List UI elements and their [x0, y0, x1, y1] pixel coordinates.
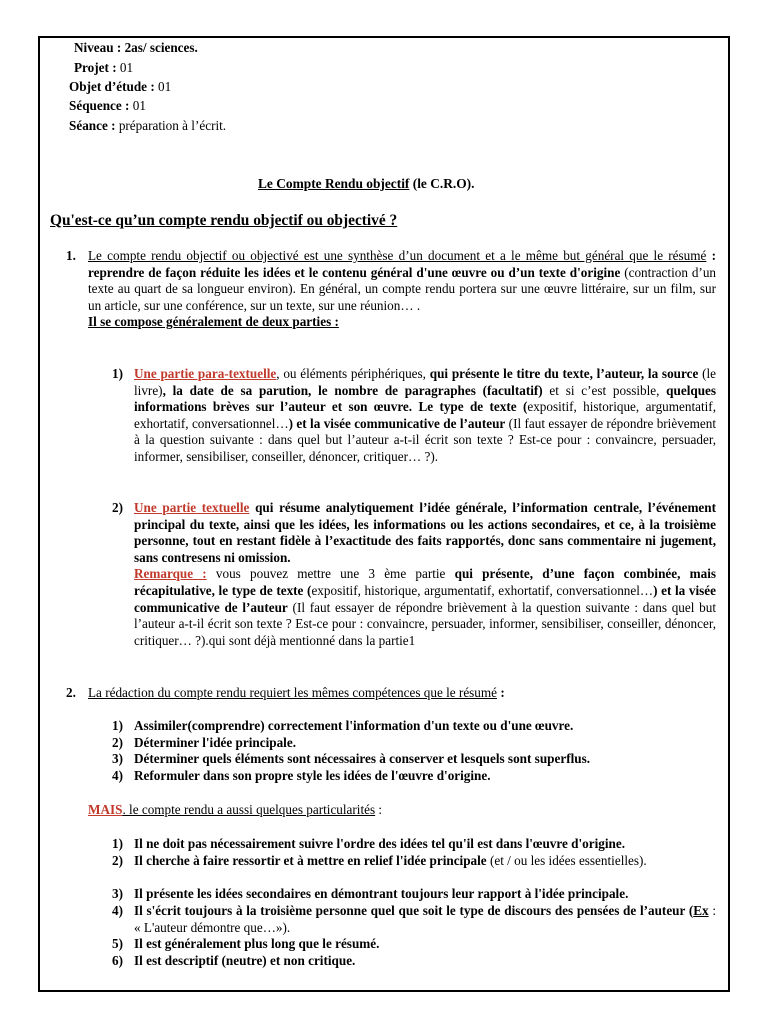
list-3-item-2: Il cherche à faire ressortir et à mettre en relief l'idée principale (et / ou les idées essentielles). — [134, 853, 647, 868]
list-2-item-4-number: 4) — [112, 768, 123, 783]
seance-line: Séance : préparation à l’écrit. — [69, 118, 227, 133]
list-2-item-2-number: 2) — [112, 735, 123, 750]
list-2-item-3: Déterminer quels éléments sont nécessaires à conserver et lesquels sont superflus. — [134, 751, 591, 766]
list-3-item-6-number: 6) — [112, 953, 123, 968]
list-3-item-4: Il s'écrit toujours à la troisième personne quel que soit le type de discours des pensées de l’auteur (Ex : « L'auteur démontre que…»). — [134, 903, 717, 935]
list-3-item-2-number: 2) — [112, 853, 123, 868]
section-2-number: 2. — [66, 685, 76, 700]
list-3-item-3-number: 3) — [112, 886, 123, 901]
sequence-line: Séquence : 01 — [69, 98, 146, 113]
list-3-item-5: Il est généralement plus long que le résumé. — [134, 936, 380, 951]
list-3-item-1: Il ne doit pas nécessairement suivre l'ordre des idées tel qu'il est dans l'œuvre d'origine. — [134, 836, 625, 851]
list-2-item-1: Assimiler(comprendre) correctement l'information d'un texte ou d'une œuvre. — [134, 718, 574, 733]
part-2-text: Une partie textuelle qui résume analytiquement l’idée générale, l’information centrale, l’événement principal du texte, ainsi que les idées, les informations ou les actions secondaires, et ce, à la troisième personne, tout en restant fidèle à l’exactitude des faits rapportés, donc sans commentaire ni jugement, sans contresens ni omission. Remarque : vous pouvez mettre une 3 ème partie qui présente, d’une façon combinée, mais récapitulative, le type de texte (expositif, historique, argumentatif, exhortatif, conversationnel…) et la visée communicative de l’auteur (Il faut essayer de répondre brièvement à la question suivante : dans quel but l’auteur a-t-il écrit son texte ? Est-ce pour : convaincre, persuader, informer, sensibiliser, conseiller, dénoncer, critiquer… ?).qui sont déjà mentionné dans la partie1 — [134, 500, 717, 648]
projet-line: Projet : 01 — [74, 60, 134, 75]
part-1-title: Une partie para-textuelle — [134, 366, 277, 381]
list-3-item-6: Il est descriptif (neutre) et non critique. — [134, 953, 356, 968]
section-1-intro: Le compte rendu objectif ou objectivé est une synthèse d’un document et a le même but général que le résumé : reprendre de façon réduite les idées et le contenu général d'une œuvre ou d’un texte d'origine (contraction d’un texte au quart de sa longueur environ). En général, un compte rendu portera sur une œuvre littéraire, sur un film, sur un article, sur une conférence, sur un texte, sur une réunion… . Il se compose généralement de deux parties : — [88, 248, 717, 330]
part-2-title: Une partie textuelle — [134, 500, 250, 515]
compose-line: Il se compose généralement de deux parties : — [88, 314, 339, 330]
part-1-text: Une partie para-textuelle, ou éléments périphériques, qui présente le titre du texte, l’auteur, la source (le livre), la date de sa parution, le nombre de paragraphes (facultatif) et si c’est possible, quelques informations brèves sur l’auteur et son œuvre. Le type de texte (expositif, historique, argumentatif, exhortatif, conversationnel…) et la visée communicative de l’auteur (Il faut essayer de répondre brièvement à la question suivante : dans quel but l’auteur a-t-il écrit son texte ? Est-ce pour : convaincre, persuader, informer, sensibiliser, conseiller, dénoncer, critiquer… ?). — [134, 366, 717, 464]
list-2-item-4: Reformuler dans son propre style les idées de l'œuvre d'origine. — [134, 768, 491, 783]
list-3-item-5-number: 5) — [112, 936, 123, 951]
list-2-item-1-number: 1) — [112, 718, 123, 733]
page-title: Le Compte Rendu objectif (le C.R.O). — [258, 176, 475, 191]
section-1-number: 1. — [66, 248, 76, 263]
list-3-item-4-number: 4) — [112, 903, 123, 918]
part-2-number: 2) — [112, 500, 123, 515]
remarque-label: Remarque : — [134, 566, 207, 582]
list-3-item-1-number: 1) — [112, 836, 123, 851]
objet-line: Objet d’étude : 01 — [69, 79, 172, 94]
question-heading: Qu'est-ce qu’un compte rendu objectif ou objectivé ? — [50, 212, 398, 229]
section-3-intro: MAIS. le compte rendu a aussi quelques particularités : — [66, 802, 382, 818]
list-2-item-3-number: 3) — [112, 751, 123, 766]
list-3-item-3: Il présente les idées secondaires en démontrant toujours leur rapport à l'idée principale. — [134, 886, 629, 901]
section-2-intro: La rédaction du compte rendu requiert les mêmes compétences que le résumé : — [88, 685, 505, 700]
mais-label: MAIS — [88, 802, 123, 817]
niveau-line: Niveau : 2as/ sciences. — [74, 40, 198, 55]
list-2-item-2: Déterminer l'idée principale. — [134, 735, 296, 750]
part-1-number: 1) — [112, 366, 123, 381]
